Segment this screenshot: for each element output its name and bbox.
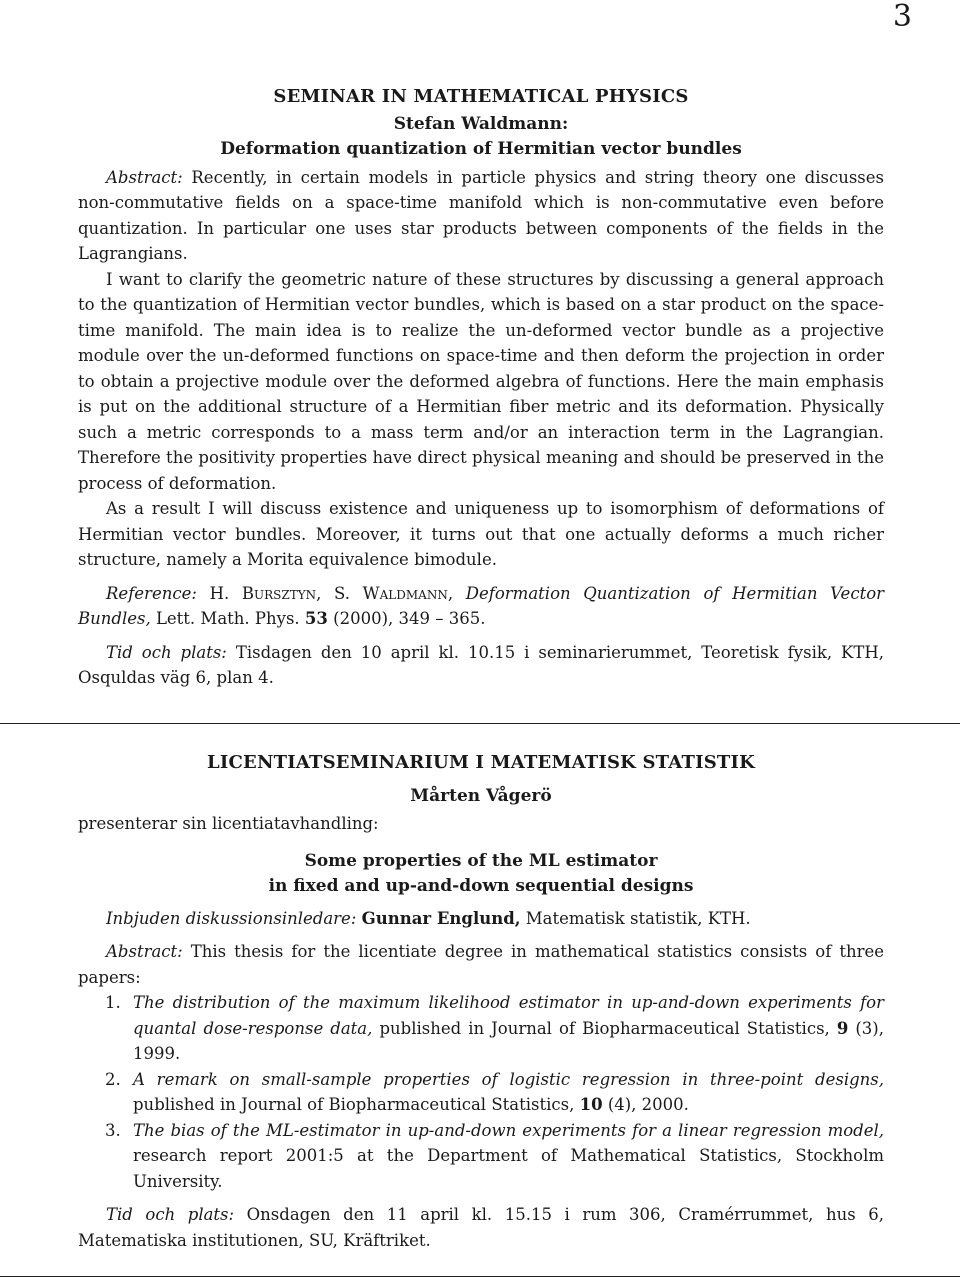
seminar2-heading: LICENTIATSEMINARIUM I MATEMATISK STATISTIK — [207, 752, 755, 773]
paper-rest: (3), 1999. — [133, 1018, 884, 1063]
paper-number: 3. — [105, 1120, 121, 1140]
abstract-label: Abstract: — [106, 167, 183, 187]
abstract-text: This thesis for the licentiate degree in mathematical statistics consists of three papers: — [78, 942, 884, 987]
paper-number: 1. — [105, 993, 121, 1012]
time-text: Onsdagen den 11 april kl. 15.15 i rum 306, Cramérrummet, hus 6, Matematiska institutionen, SU, Kräftriket. — [78, 1205, 884, 1250]
seminar1-abstract-p1 — [78, 165, 884, 267]
seminar1-title: Deformation quantization of Hermitian vector bundles — [220, 139, 742, 159]
seminar2-presents: presenterar sin licentiatavhandling: — [78, 814, 379, 833]
paper-publication: published in Journal of Biopharmaceutical Statistics, — [133, 1095, 575, 1114]
time-label: Tid och plats: — [106, 642, 227, 662]
discussant-label: Inbjuden diskussionsinledare: — [106, 908, 357, 928]
paper-item — [78, 1118, 884, 1195]
reference-volume: 53 — [304, 609, 328, 628]
reference-title: Deformation Quantization of Hermitian Vector Bundles, — [78, 583, 885, 628]
seminar2-abstract — [78, 939, 884, 990]
paper-item — [78, 1067, 884, 1118]
paper-publication: research report 2001:5 at the Department of Mathematical Statistics, Stockholm University. — [133, 1146, 884, 1191]
seminar1-reference — [78, 581, 884, 632]
paper-number: 2. — [105, 1069, 121, 1089]
reference-rest: (2000), 349 – 365. — [333, 609, 486, 628]
seminar-mathematical-physics — [78, 84, 884, 691]
abstract-text: Recently, in certain models in particle physics and string theory one discusses non-commutative fields on a space-time manifold which is non-commutative even before quantization. In particular one uses star products between components of the fields in the Lagrangians. — [78, 167, 884, 263]
page-number: 3 — [892, 0, 912, 34]
seminar2-discussant — [78, 906, 884, 932]
abstract-label: Abstract: — [106, 942, 183, 961]
seminar1-abstract-p3: As a result I will discuss existence and uniqueness up to isomorphism of deformations of Hermitian vector bundles. Moreover, it turns out that one actually deforms a much richer structure, namely a Morita equivalence bimodule. — [78, 499, 884, 569]
seminar2-title-line2: in fixed and up-and-down sequential designs — [268, 876, 694, 896]
section-divider — [0, 723, 960, 724]
paper-publication: published in Journal of Biopharmaceutical Statistics, — [379, 1018, 830, 1038]
paper-title: The distribution of the maximum likelihood estimator in up-and-down experiments for quantal dose-response data, — [133, 993, 884, 1038]
seminar2-title-line1: Some properties of the ML estimator — [304, 850, 658, 871]
discussant-affiliation: Matematisk statistik, KTH. — [525, 908, 751, 928]
paper-volume: 9 — [836, 1018, 849, 1038]
seminar1-speaker: Stefan Waldmann: — [393, 113, 569, 134]
paper-volume: 10 — [579, 1095, 603, 1114]
paper-title: The bias of the ML-estimator in up-and-down experiments for a linear regression model, — [133, 1120, 884, 1140]
paper-rest: (4), 2000. — [607, 1095, 689, 1114]
time-text: Tisdagen den 10 april kl. 10.15 i seminarierummet, Teoretisk fysik, KTH, Osquldas väg 6, plan 4. — [78, 642, 885, 687]
bottom-divider — [0, 1276, 960, 1277]
reference-label: Reference: — [106, 583, 197, 603]
paper-item — [78, 990, 884, 1067]
time-label: Tid och plats: — [106, 1205, 235, 1224]
seminar1-heading: SEMINAR IN MATHEMATICAL PHYSICS — [273, 86, 689, 107]
reference-authors: H. Bursztyn, S. Waldmann, — [209, 583, 454, 603]
seminar2-speaker: Mårten Vågerö — [410, 785, 552, 806]
papers-list — [78, 990, 884, 1194]
discussant-name: Gunnar Englund, — [361, 908, 521, 928]
paper-title: A remark on small-sample properties of logistic regression in three-point designs, — [133, 1069, 884, 1089]
seminar1-time-place — [78, 640, 884, 691]
seminar1-abstract-p2: I want to clarify the geometric nature of these structures by discussing a general approach to the quantization of Hermitian vector bundles, which is based on a star product on the space-time manifold. The main idea is to realize the un-deformed vector bundle as a projective module over the un-deformed functions on space-time and then deform the projection in order to obtain a projective module over the deformed algebra of functions. Here the main emphasis is put on the additional structure of a Hermitian fiber metric and its deformation. Physically such a metric corresponds to a mass term and/or an interaction term in the Lagrangian. Therefore the positivity properties have direct physical meaning and should be preserved in the process of deformation. — [78, 269, 884, 493]
reference-journal: Lett. Math. Phys. — [155, 609, 300, 628]
seminar2-time-place — [78, 1202, 884, 1253]
seminar-licentiate — [78, 750, 884, 1253]
